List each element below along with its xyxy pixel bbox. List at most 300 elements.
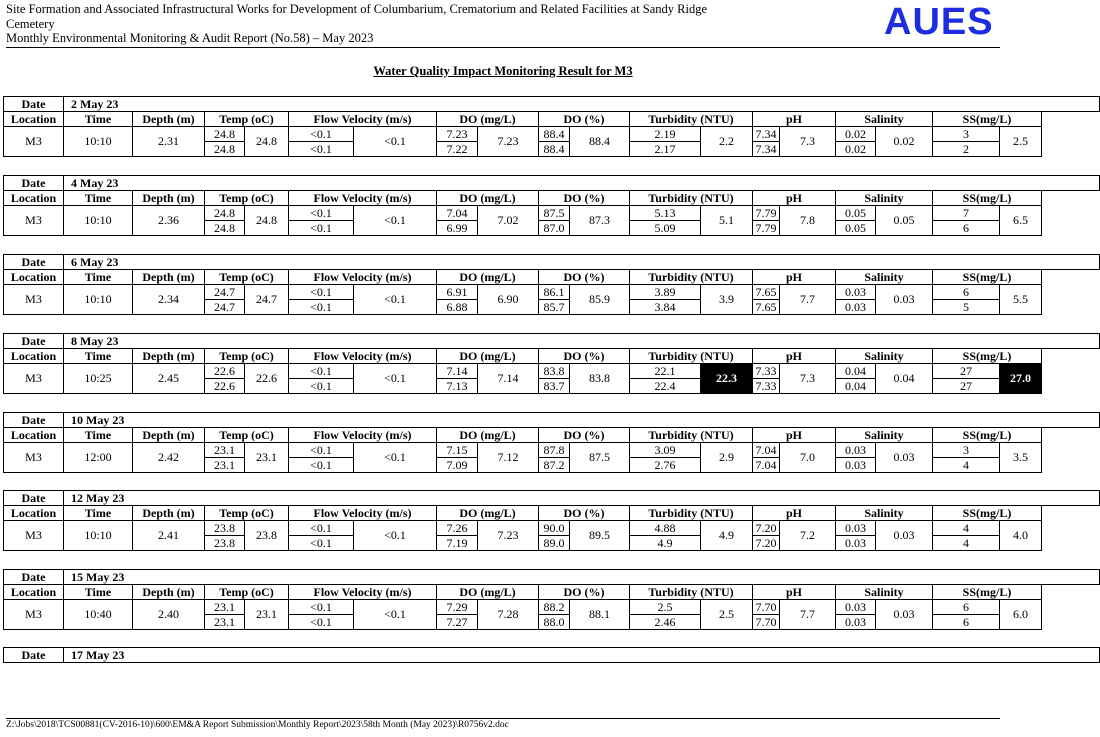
temp-reading: 24.8	[205, 221, 245, 236]
salinity-header: Salinity	[836, 270, 933, 285]
flow-velocity-reading: <0.1	[289, 127, 354, 142]
salinity-header: Salinity	[836, 349, 933, 364]
do-mgl-reading: 7.15	[437, 443, 478, 458]
temp-header: Temp (oC)	[205, 270, 289, 285]
ss-reading: 6	[933, 221, 1000, 236]
depth-cell: 2.40	[133, 600, 205, 630]
time-header: Time	[64, 112, 133, 127]
do-percent-reading: 83.8	[539, 364, 570, 379]
ph-average: 7.8	[780, 206, 836, 236]
salinity-reading: 0.03	[836, 615, 876, 630]
temp-reading: 23.1	[205, 600, 245, 615]
flow-velocity-reading: <0.1	[289, 300, 354, 315]
ss-reading: 3	[933, 127, 1000, 142]
turbidity-header: Turbidity (NTU)	[630, 270, 753, 285]
temp-average: 24.8	[245, 127, 289, 157]
do-percent-header: DO (%)	[539, 112, 630, 127]
do-percent-reading: 87.2	[539, 458, 570, 473]
table-row	[4, 206, 1100, 221]
ss-header: SS(mg/L)	[933, 428, 1042, 443]
salinity-average: 0.03	[876, 521, 933, 551]
ph-average: 7.0	[780, 443, 836, 473]
temp-reading: 24.8	[205, 142, 245, 157]
ss-average: 5.5	[1000, 285, 1042, 315]
ph-average: 7.7	[780, 600, 836, 630]
monitoring-table	[3, 254, 1100, 315]
do-mgl-average: 6.90	[478, 285, 539, 315]
salinity-reading: 0.02	[836, 127, 876, 142]
do-percent-reading: 88.0	[539, 615, 570, 630]
table-row	[4, 127, 1100, 142]
turbidity-average: 2.5	[701, 600, 753, 630]
location-cell: M3	[4, 364, 64, 394]
date-label: Date	[4, 176, 64, 191]
flow-velocity-reading: <0.1	[289, 600, 354, 615]
do-percent-reading: 88.4	[539, 127, 570, 142]
ss-average: 3.5	[1000, 443, 1042, 473]
time-header: Time	[64, 428, 133, 443]
location-header: Location	[4, 112, 64, 127]
location-header: Location	[4, 585, 64, 600]
temp-average: 23.8	[245, 521, 289, 551]
salinity-reading: 0.04	[836, 364, 876, 379]
ph-reading: 7.34	[753, 142, 780, 157]
temp-average: 23.1	[245, 600, 289, 630]
ss-average: 2.5	[1000, 127, 1042, 157]
ph-reading: 7.70	[753, 615, 780, 630]
ph-reading: 7.34	[753, 127, 780, 142]
do-percent-average: 89.5	[570, 521, 630, 551]
do-mgl-header: DO (mg/L)	[437, 585, 539, 600]
depth-header: Depth (m)	[133, 191, 205, 206]
flow-velocity-reading: <0.1	[289, 379, 354, 394]
table-row	[4, 285, 1100, 300]
time-header: Time	[64, 191, 133, 206]
salinity-header: Salinity	[836, 112, 933, 127]
location-cell: M3	[4, 443, 64, 473]
do-mgl-reading: 6.99	[437, 221, 478, 236]
depth-header: Depth (m)	[133, 585, 205, 600]
do-mgl-average: 7.23	[478, 521, 539, 551]
location-header: Location	[4, 270, 64, 285]
salinity-reading: 0.05	[836, 221, 876, 236]
salinity-reading: 0.05	[836, 206, 876, 221]
temp-average: 23.1	[245, 443, 289, 473]
time-cell: 10:10	[64, 206, 133, 236]
page-title: Water Quality Impact Monitoring Result for M3	[373, 64, 633, 78]
date-value: 8 May 23	[64, 334, 1100, 349]
project-title-line2: Cemetery	[6, 16, 55, 31]
salinity-average: 0.05	[876, 206, 933, 236]
flow-velocity-reading: <0.1	[289, 206, 354, 221]
do-percent-reading: 88.2	[539, 600, 570, 615]
monitoring-table	[3, 569, 1100, 630]
do-mgl-average: 7.02	[478, 206, 539, 236]
date-label: Date	[4, 491, 64, 506]
do-mgl-average: 7.28	[478, 600, 539, 630]
turbidity-average: 3.9	[701, 285, 753, 315]
ss-header: SS(mg/L)	[933, 585, 1042, 600]
depth-header: Depth (m)	[133, 112, 205, 127]
ph-reading: 7.20	[753, 536, 780, 551]
salinity-average: 0.03	[876, 443, 933, 473]
flow-velocity-average: <0.1	[354, 364, 437, 394]
do-mgl-reading: 7.19	[437, 536, 478, 551]
depth-header: Depth (m)	[133, 349, 205, 364]
date-label: Date	[4, 97, 64, 112]
salinity-header: Salinity	[836, 191, 933, 206]
salinity-reading: 0.03	[836, 536, 876, 551]
time-cell: 12:00	[64, 443, 133, 473]
file-path-footer: Z:\Jobs\2018\TCS00881(CV-2016-10)\600\EM&A Report Submission\Monthly Report\2023\58th Month (May 2023)\R0756v2.doc	[6, 720, 509, 730]
ph-reading: 7.79	[753, 221, 780, 236]
turbidity-reading: 2.5	[630, 600, 701, 615]
do-mgl-header: DO (mg/L)	[437, 270, 539, 285]
ss-reading: 5	[933, 300, 1000, 315]
ss-reading: 4	[933, 536, 1000, 551]
depth-cell: 2.31	[133, 127, 205, 157]
header-divider	[6, 47, 1000, 48]
table-row	[4, 364, 1100, 379]
turbidity-reading: 4.88	[630, 521, 701, 536]
depth-cell: 2.36	[133, 206, 205, 236]
do-percent-average: 87.3	[570, 206, 630, 236]
table-row	[4, 600, 1100, 615]
ss-header: SS(mg/L)	[933, 112, 1042, 127]
salinity-reading: 0.03	[836, 458, 876, 473]
date-label: Date	[4, 413, 64, 428]
location-cell: M3	[4, 127, 64, 157]
salinity-header: Salinity	[836, 506, 933, 521]
ph-reading: 7.33	[753, 364, 780, 379]
date-label: Date	[4, 255, 64, 270]
project-title-line1: Site Formation and Associated Infrastructural Works for Development of Columbarium, Crematorium and Related Facilities at Sandy Ridge	[6, 2, 708, 16]
flow-velocity-header: Flow Velocity (m/s)	[289, 428, 437, 443]
location-header: Location	[4, 506, 64, 521]
do-percent-reading: 85.7	[539, 300, 570, 315]
report-subtitle: Monthly Environmental Monitoring & Audit Report (No.58) – May 2023	[6, 31, 374, 45]
depth-header: Depth (m)	[133, 428, 205, 443]
ss-reading: 4	[933, 521, 1000, 536]
do-percent-reading: 87.5	[539, 206, 570, 221]
temp-reading: 23.8	[205, 521, 245, 536]
temp-header: Temp (oC)	[205, 585, 289, 600]
date-label: Date	[4, 570, 64, 585]
location-cell: M3	[4, 521, 64, 551]
salinity-header: Salinity	[836, 585, 933, 600]
turbidity-reading: 3.09	[630, 443, 701, 458]
salinity-reading: 0.02	[836, 142, 876, 157]
do-mgl-average: 7.14	[478, 364, 539, 394]
flow-velocity-reading: <0.1	[289, 221, 354, 236]
ph-reading: 7.04	[753, 458, 780, 473]
ss-reading: 4	[933, 458, 1000, 473]
temp-reading: 22.6	[205, 364, 245, 379]
turbidity-average: 2.9	[701, 443, 753, 473]
time-cell: 10:25	[64, 364, 133, 394]
do-mgl-reading: 6.88	[437, 300, 478, 315]
turbidity-reading: 2.17	[630, 142, 701, 157]
ss-average: 6.5	[1000, 206, 1042, 236]
do-mgl-reading: 7.14	[437, 364, 478, 379]
turbidity-header: Turbidity (NTU)	[630, 191, 753, 206]
flow-velocity-average: <0.1	[354, 443, 437, 473]
report-header	[6, 2, 866, 46]
flow-velocity-header: Flow Velocity (m/s)	[289, 191, 437, 206]
do-percent-reading: 86.1	[539, 285, 570, 300]
do-percent-reading: 88.4	[539, 142, 570, 157]
do-mgl-header: DO (mg/L)	[437, 506, 539, 521]
temp-header: Temp (oC)	[205, 506, 289, 521]
turbidity-reading: 5.13	[630, 206, 701, 221]
time-header: Time	[64, 349, 133, 364]
ss-header: SS(mg/L)	[933, 191, 1042, 206]
salinity-average: 0.03	[876, 285, 933, 315]
flow-velocity-header: Flow Velocity (m/s)	[289, 585, 437, 600]
do-mgl-header: DO (mg/L)	[437, 428, 539, 443]
temp-reading: 24.8	[205, 127, 245, 142]
temp-reading: 23.1	[205, 443, 245, 458]
salinity-average: 0.04	[876, 364, 933, 394]
depth-cell: 2.42	[133, 443, 205, 473]
turbidity-reading: 22.4	[630, 379, 701, 394]
flow-velocity-reading: <0.1	[289, 142, 354, 157]
ph-average: 7.3	[780, 127, 836, 157]
temp-reading: 24.8	[205, 206, 245, 221]
turbidity-reading: 3.84	[630, 300, 701, 315]
ss-average: 4.0	[1000, 521, 1042, 551]
do-percent-header: DO (%)	[539, 270, 630, 285]
ph-header: pH	[753, 112, 836, 127]
salinity-average: 0.02	[876, 127, 933, 157]
flow-velocity-reading: <0.1	[289, 536, 354, 551]
turbidity-average: 5.1	[701, 206, 753, 236]
ss-reading: 6	[933, 285, 1000, 300]
turbidity-reading: 22.1	[630, 364, 701, 379]
ss-average: 6.0	[1000, 600, 1042, 630]
salinity-header: Salinity	[836, 428, 933, 443]
table-row	[4, 521, 1100, 536]
do-percent-header: DO (%)	[539, 506, 630, 521]
ph-average: 7.2	[780, 521, 836, 551]
depth-header: Depth (m)	[133, 506, 205, 521]
salinity-reading: 0.03	[836, 285, 876, 300]
turbidity-average: 4.9	[701, 521, 753, 551]
ss-reading: 6	[933, 600, 1000, 615]
ss-header: SS(mg/L)	[933, 506, 1042, 521]
temp-header: Temp (oC)	[205, 428, 289, 443]
salinity-reading: 0.03	[836, 521, 876, 536]
ph-reading: 7.20	[753, 521, 780, 536]
location-header: Location	[4, 349, 64, 364]
salinity-reading: 0.03	[836, 443, 876, 458]
time-header: Time	[64, 506, 133, 521]
temp-header: Temp (oC)	[205, 349, 289, 364]
flow-velocity-reading: <0.1	[289, 521, 354, 536]
turbidity-header: Turbidity (NTU)	[630, 428, 753, 443]
ph-header: pH	[753, 349, 836, 364]
location-header: Location	[4, 428, 64, 443]
do-percent-reading: 87.8	[539, 443, 570, 458]
flow-velocity-header: Flow Velocity (m/s)	[289, 112, 437, 127]
monitoring-table	[3, 647, 1100, 663]
do-percent-header: DO (%)	[539, 585, 630, 600]
temp-header: Temp (oC)	[205, 112, 289, 127]
flow-velocity-reading: <0.1	[289, 615, 354, 630]
flow-velocity-average: <0.1	[354, 285, 437, 315]
ss-reading: 27	[933, 364, 1000, 379]
flow-velocity-average: <0.1	[354, 521, 437, 551]
ss-reading: 7	[933, 206, 1000, 221]
salinity-average: 0.03	[876, 600, 933, 630]
location-header: Location	[4, 191, 64, 206]
ph-reading: 7.33	[753, 379, 780, 394]
time-cell: 10:10	[64, 521, 133, 551]
salinity-reading: 0.03	[836, 600, 876, 615]
do-mgl-header: DO (mg/L)	[437, 191, 539, 206]
flow-velocity-average: <0.1	[354, 206, 437, 236]
turbidity-header: Turbidity (NTU)	[630, 506, 753, 521]
ph-average: 7.3	[780, 364, 836, 394]
turbidity-average: 22.3	[701, 364, 753, 394]
date-value: 6 May 23	[64, 255, 1100, 270]
monitoring-table	[3, 412, 1100, 473]
ss-reading: 2	[933, 142, 1000, 157]
do-percent-reading: 83.7	[539, 379, 570, 394]
ph-reading: 7.65	[753, 300, 780, 315]
do-mgl-reading: 7.27	[437, 615, 478, 630]
temp-reading: 22.6	[205, 379, 245, 394]
do-percent-header: DO (%)	[539, 428, 630, 443]
turbidity-reading: 4.9	[630, 536, 701, 551]
do-percent-header: DO (%)	[539, 349, 630, 364]
ph-reading: 7.79	[753, 206, 780, 221]
ss-header: SS(mg/L)	[933, 349, 1042, 364]
flow-velocity-reading: <0.1	[289, 458, 354, 473]
flow-velocity-reading: <0.1	[289, 285, 354, 300]
date-label: Date	[4, 648, 64, 663]
ph-reading: 7.70	[753, 600, 780, 615]
temp-reading: 23.8	[205, 536, 245, 551]
ss-reading: 6	[933, 615, 1000, 630]
turbidity-reading: 2.46	[630, 615, 701, 630]
depth-cell: 2.45	[133, 364, 205, 394]
monitoring-table	[3, 490, 1100, 551]
ph-reading: 7.04	[753, 443, 780, 458]
do-mgl-reading: 7.04	[437, 206, 478, 221]
temp-average: 22.6	[245, 364, 289, 394]
do-percent-average: 87.5	[570, 443, 630, 473]
time-cell: 10:10	[64, 127, 133, 157]
depth-header: Depth (m)	[133, 270, 205, 285]
do-percent-reading: 87.0	[539, 221, 570, 236]
temp-reading: 23.1	[205, 458, 245, 473]
do-mgl-header: DO (mg/L)	[437, 112, 539, 127]
flow-velocity-header: Flow Velocity (m/s)	[289, 506, 437, 521]
do-mgl-average: 7.12	[478, 443, 539, 473]
temp-reading: 23.1	[205, 615, 245, 630]
turbidity-header: Turbidity (NTU)	[630, 585, 753, 600]
temp-header: Temp (oC)	[205, 191, 289, 206]
location-cell: M3	[4, 600, 64, 630]
monitoring-table	[3, 175, 1100, 236]
turbidity-reading: 2.76	[630, 458, 701, 473]
ph-header: pH	[753, 428, 836, 443]
turbidity-reading: 2.19	[630, 127, 701, 142]
flow-velocity-header: Flow Velocity (m/s)	[289, 270, 437, 285]
ss-average: 27.0	[1000, 364, 1042, 394]
do-mgl-reading: 6.91	[437, 285, 478, 300]
table-row	[4, 443, 1100, 458]
turbidity-reading: 3.89	[630, 285, 701, 300]
monitoring-table	[3, 96, 1100, 157]
do-percent-average: 88.1	[570, 600, 630, 630]
ph-header: pH	[753, 191, 836, 206]
ph-average: 7.7	[780, 285, 836, 315]
turbidity-header: Turbidity (NTU)	[630, 349, 753, 364]
do-mgl-reading: 7.29	[437, 600, 478, 615]
turbidity-average: 2.2	[701, 127, 753, 157]
turbidity-reading: 5.09	[630, 221, 701, 236]
do-mgl-reading: 7.13	[437, 379, 478, 394]
date-value: 10 May 23	[64, 413, 1100, 428]
ph-header: pH	[753, 270, 836, 285]
do-mgl-average: 7.23	[478, 127, 539, 157]
temp-reading: 24.7	[205, 300, 245, 315]
date-value: 15 May 23	[64, 570, 1100, 585]
footer-divider	[6, 718, 1000, 719]
do-mgl-header: DO (mg/L)	[437, 349, 539, 364]
do-percent-average: 85.9	[570, 285, 630, 315]
do-percent-header: DO (%)	[539, 191, 630, 206]
salinity-reading: 0.03	[836, 300, 876, 315]
depth-cell: 2.34	[133, 285, 205, 315]
depth-cell: 2.41	[133, 521, 205, 551]
temp-average: 24.8	[245, 206, 289, 236]
flow-velocity-reading: <0.1	[289, 364, 354, 379]
do-mgl-reading: 7.09	[437, 458, 478, 473]
turbidity-header: Turbidity (NTU)	[630, 112, 753, 127]
location-cell: M3	[4, 285, 64, 315]
do-mgl-reading: 7.22	[437, 142, 478, 157]
temp-average: 24.7	[245, 285, 289, 315]
date-value: 12 May 23	[64, 491, 1100, 506]
temp-reading: 24.7	[205, 285, 245, 300]
date-label: Date	[4, 334, 64, 349]
aues-logo: AUES	[884, 1, 994, 43]
date-value: 4 May 23	[64, 176, 1100, 191]
ss-reading: 27	[933, 379, 1000, 394]
flow-velocity-average: <0.1	[354, 600, 437, 630]
ph-header: pH	[753, 585, 836, 600]
date-value: 2 May 23	[64, 97, 1100, 112]
flow-velocity-reading: <0.1	[289, 443, 354, 458]
do-percent-average: 88.4	[570, 127, 630, 157]
flow-velocity-average: <0.1	[354, 127, 437, 157]
time-header: Time	[64, 585, 133, 600]
salinity-reading: 0.04	[836, 379, 876, 394]
do-percent-average: 83.8	[570, 364, 630, 394]
ph-header: pH	[753, 506, 836, 521]
location-cell: M3	[4, 206, 64, 236]
ph-reading: 7.65	[753, 285, 780, 300]
do-mgl-reading: 7.26	[437, 521, 478, 536]
ss-reading: 3	[933, 443, 1000, 458]
do-percent-reading: 89.0	[539, 536, 570, 551]
do-mgl-reading: 7.23	[437, 127, 478, 142]
time-cell: 10:10	[64, 285, 133, 315]
time-header: Time	[64, 270, 133, 285]
